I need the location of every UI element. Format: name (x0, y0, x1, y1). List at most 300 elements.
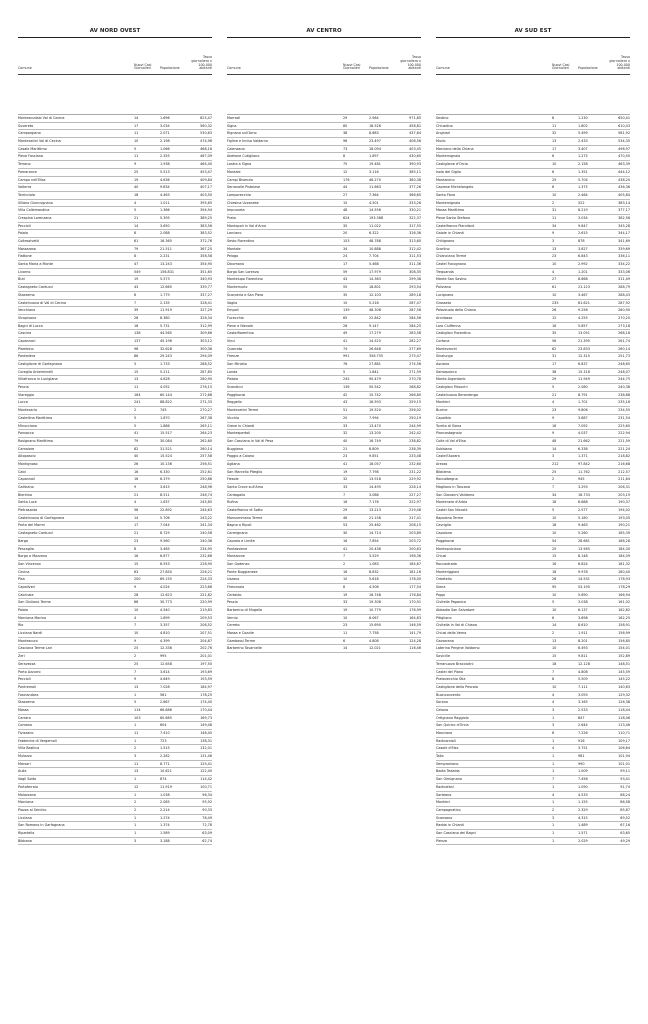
cell-nuovi-casi: 5 (552, 600, 555, 605)
cell-comune: Stazzema (18, 700, 35, 705)
table-row (18, 507, 212, 515)
cell-nuovi-casi: 21 (134, 492, 139, 497)
cell-comune: Trequanda (436, 269, 454, 274)
cell-popolazione: 27.850 (160, 569, 172, 574)
cell-tasso: 217,41 (409, 515, 421, 520)
cell-nuovi-casi: 13 (552, 139, 557, 144)
table-row (436, 246, 630, 254)
cell-nuovi-casi: 27 (552, 277, 557, 282)
cell-popolazione: 5.513 (160, 169, 170, 174)
table-row (18, 515, 212, 523)
cell-comune: Reggello (227, 400, 242, 405)
cell-comune: Montelupo Fiorentino (227, 277, 263, 282)
cell-comune: Bucine (436, 408, 448, 413)
table-row (436, 615, 630, 623)
cell-nuovi-casi: 6 (343, 638, 346, 643)
cell-popolazione: 3.034 (578, 215, 588, 220)
cell-nuovi-casi: 245 (343, 377, 350, 382)
cell-nuovi-casi: 16 (343, 538, 348, 543)
table-header (18, 41, 212, 75)
cell-popolazione: 5.857 (578, 323, 588, 328)
cell-comune: Montecatini Val di Cecina (18, 139, 61, 144)
table-row (227, 323, 421, 331)
cell-nuovi-casi: 2 (552, 477, 555, 482)
cell-tasso: 113,46 (618, 723, 630, 728)
cell-popolazione: 4.052 (160, 385, 170, 390)
table-row (436, 353, 630, 361)
cell-nuovi-casi: 10 (552, 592, 557, 597)
cell-nuovi-casi: 35 (343, 292, 348, 297)
cell-tasso: 383,52 (200, 231, 212, 236)
cell-tasso: 530,63 (200, 131, 212, 136)
cell-tasso: 234,95 (200, 546, 212, 551)
cell-tasso: 197,50 (200, 661, 212, 666)
table-row (436, 684, 630, 692)
cell-nuovi-casi: 1 (134, 830, 137, 835)
cell-comune: Agliana (227, 461, 240, 466)
cell-tasso: 248,96 (200, 485, 212, 489)
column-title: AV SUD EST (436, 28, 630, 38)
cell-popolazione: 16.749 (369, 438, 381, 443)
cell-nuovi-casi: 23 (343, 623, 348, 628)
cell-tasso: 409,84 (200, 177, 212, 182)
table-row (18, 361, 212, 369)
cell-comune: Peccioli (18, 677, 31, 682)
cell-popolazione: 12.336 (160, 646, 172, 651)
cell-nuovi-casi: 10 (552, 684, 557, 689)
table-row (18, 430, 212, 438)
cell-popolazione: 3.650 (160, 223, 170, 228)
cell-popolazione: 5.573 (160, 277, 170, 282)
cell-nuovi-casi: 6 (552, 615, 555, 620)
cell-comune: Caprese Michelangelo (436, 185, 474, 190)
cell-popolazione: 4.506 (369, 584, 379, 589)
cell-nuovi-casi: 10 (552, 292, 557, 297)
cell-nuovi-casi: 138 (134, 331, 141, 336)
cell-comune: Dicomano (227, 262, 245, 267)
cell-nuovi-casi: 164 (134, 392, 141, 397)
cell-popolazione: 1.802 (578, 123, 588, 128)
cell-tasso: 333,26 (409, 200, 421, 205)
cell-popolazione: 10.136 (160, 461, 172, 466)
cell-tasso: 148,51 (618, 661, 630, 666)
cell-comune: Calcinaia (18, 592, 34, 597)
cell-popolazione: 81.621 (578, 300, 590, 305)
table-row (18, 753, 212, 761)
cell-nuovi-casi: 624 (343, 215, 350, 220)
cell-popolazione: 20.436 (369, 546, 381, 551)
cell-popolazione: 60.144 (160, 392, 172, 397)
cell-tasso: 118,06 (618, 715, 630, 720)
table-row (227, 538, 421, 546)
cell-popolazione: 9.806 (578, 408, 588, 413)
column-title: AV CENTRO (227, 28, 421, 38)
cell-tasso: 240,36 (200, 538, 212, 543)
table-row (227, 315, 421, 323)
cell-popolazione: 8.148 (578, 554, 588, 559)
cell-comune: Gaiole in Chianti (436, 231, 464, 236)
table-row (436, 407, 630, 415)
table-row (436, 669, 630, 677)
cell-tasso: 250,19 (409, 415, 421, 420)
table-row (227, 599, 421, 607)
cell-popolazione: 13.565 (578, 546, 590, 551)
table-row (227, 561, 421, 569)
table-row (18, 761, 212, 769)
cell-nuovi-casi: 54 (552, 538, 557, 543)
table-row (436, 184, 630, 192)
cell-popolazione: 13.200 (369, 431, 381, 436)
cell-popolazione: 21.395 (578, 338, 590, 343)
cell-popolazione: 12.103 (369, 292, 381, 297)
table-row (227, 138, 421, 146)
cell-popolazione: 26.648 (369, 346, 381, 351)
cell-popolazione: 3.529 (369, 554, 379, 559)
table-row (18, 415, 212, 423)
cell-comune: Prato (227, 215, 236, 220)
cell-comune: Santa Fiora (436, 192, 456, 197)
cell-nuovi-casi: 86 (134, 354, 139, 359)
table-row (18, 346, 212, 354)
cell-tasso: 252,61 (200, 469, 212, 474)
cell-popolazione: 3.465 (160, 546, 170, 551)
cell-tasso: 288,79 (618, 285, 630, 290)
cell-nuovi-casi: 1 (134, 692, 137, 697)
cell-popolazione: 847 (578, 715, 585, 720)
cell-nuovi-casi: 3 (134, 838, 137, 843)
cell-nuovi-casi: 13 (134, 684, 139, 689)
header-gap (436, 75, 630, 115)
cell-comune: Pisa (18, 577, 25, 582)
cell-tasso: 405,84 (618, 192, 630, 197)
cell-comune: Fiattone (18, 254, 32, 259)
cell-comune: Villa Basilica (18, 746, 40, 751)
cell-tasso: 308,35 (409, 269, 421, 274)
table-row (18, 722, 212, 730)
table-row (227, 430, 421, 438)
cell-nuovi-casi: 103 (134, 715, 141, 720)
cell-popolazione: 7.176 (369, 500, 379, 505)
table-row (18, 261, 212, 269)
cell-popolazione: 5.260 (578, 531, 588, 536)
cell-comune: Capoliveri (18, 584, 35, 589)
cell-tasso: 312,42 (409, 246, 421, 251)
table-row (436, 230, 630, 238)
cell-nuovi-casi: 11 (134, 385, 139, 390)
cell-popolazione: 12.315 (578, 354, 590, 359)
cell-comune: Fosciandora (18, 692, 39, 697)
cell-tasso: 273,18 (618, 323, 630, 328)
cell-comune: San Vincenzo (18, 561, 41, 566)
table-row (18, 522, 212, 530)
cell-nuovi-casi: 7 (134, 669, 137, 674)
cell-comune: Sorano (436, 700, 448, 705)
cell-comune: Poggibonsi (227, 392, 246, 397)
cell-nuovi-casi: 25 (134, 646, 139, 651)
cell-nuovi-casi: 7 (134, 623, 137, 628)
cell-comune: Montignoso (18, 461, 38, 466)
cell-nuovi-casi: 9 (552, 231, 555, 236)
table-row (227, 369, 421, 377)
table-row (227, 330, 421, 338)
cell-comune: Suvereto (18, 123, 34, 128)
cell-nuovi-casi: 17 (134, 123, 139, 128)
cell-tasso: 149,48 (200, 723, 212, 728)
cell-comune: Palaia (18, 231, 29, 236)
cell-popolazione: 9.847 (578, 223, 588, 228)
table-row (227, 530, 421, 538)
cell-popolazione: 1.897 (369, 154, 379, 159)
cell-nuovi-casi: 82 (134, 446, 139, 451)
cell-nuovi-casi: 9 (134, 677, 137, 682)
cell-nuovi-casi: 15 (552, 654, 557, 659)
cell-popolazione: 9.147 (369, 323, 379, 328)
cell-comune: Piombino (18, 346, 34, 351)
cell-tasso: 226,21 (200, 569, 212, 574)
cell-tasso: 240,58 (200, 531, 212, 536)
cell-comune: Cascina (18, 331, 32, 336)
cell-popolazione: 1.571 (578, 830, 588, 835)
cell-tasso: 63,65 (620, 830, 630, 835)
cell-tasso: 110,71 (618, 731, 630, 735)
column-av-sud-est (436, 28, 630, 845)
cell-nuovi-casi: 7 (343, 492, 346, 497)
cell-nuovi-casi: 2 (134, 408, 137, 413)
cell-popolazione: 2.158 (578, 162, 588, 167)
cell-comune: Badia Tedalda (436, 769, 460, 774)
cell-nuovi-casi: 4 (552, 746, 555, 751)
cell-tasso: 408,56 (409, 139, 421, 144)
cell-nuovi-casi: 25 (552, 469, 557, 474)
cell-comune: Marsari (18, 761, 31, 766)
table-row (18, 492, 212, 500)
table-row (436, 661, 630, 669)
cell-tasso: 283,58 (409, 331, 421, 336)
cell-tasso: 208,52 (200, 623, 212, 628)
cell-tasso: 394,94 (200, 208, 212, 213)
cell-tasso: 383,56 (200, 223, 212, 228)
cell-comune: Cetona (436, 707, 449, 712)
cell-comune: Montecarlo (18, 408, 37, 413)
cell-nuovi-casi: 41 (343, 461, 348, 466)
cell-nuovi-casi: 59 (343, 269, 348, 274)
cell-comune: Pescia (18, 385, 29, 390)
cell-comune: Marradi (227, 116, 240, 120)
cell-comune: Gambassi Terme (227, 638, 256, 643)
cell-tasso: 389,25 (200, 215, 212, 220)
table-row (436, 768, 630, 776)
cell-nuovi-casi: 1 (134, 777, 137, 782)
cell-nuovi-casi: 49 (343, 331, 348, 336)
cell-tasso: 244,75 (618, 377, 630, 382)
cell-tasso: 166,94 (618, 592, 630, 597)
cell-comune: Rio (18, 623, 24, 628)
cell-popolazione: 12.128 (578, 661, 590, 666)
cell-comune: Cerreto (227, 623, 240, 628)
cell-popolazione: 14.363 (369, 277, 381, 282)
cell-tasso: 327,29 (200, 308, 212, 313)
cell-popolazione: 1.870 (160, 415, 170, 420)
cell-nuovi-casi: 33 (343, 600, 348, 605)
cell-comune: San Romano in Garfagnana (18, 823, 65, 828)
cell-nuovi-casi: 55 (343, 285, 348, 290)
cell-comune: Montescudaio Val di Cecina (18, 116, 65, 120)
cell-popolazione: 16.593 (369, 400, 381, 405)
cell-popolazione: 990 (578, 761, 585, 766)
cell-popolazione: 16.748 (369, 592, 381, 597)
cell-nuovi-casi: 34 (552, 492, 557, 497)
cell-tasso: 140,63 (618, 684, 630, 689)
cell-comune: San Gimignano (436, 777, 462, 782)
cell-tasso: 99,11 (620, 769, 630, 774)
cell-comune: Barga (18, 538, 28, 543)
table-row (227, 200, 421, 208)
table-row (18, 423, 212, 431)
table-row (436, 692, 630, 700)
table-row (436, 153, 630, 161)
cell-tasso: 383,14 (618, 200, 630, 205)
cell-nuovi-casi: 1 (134, 723, 137, 728)
table-row (227, 276, 421, 284)
cell-popolazione: 30.773 (160, 600, 172, 605)
cell-nuovi-casi: 9 (552, 415, 555, 420)
cell-tasso: 581,92 (618, 131, 630, 136)
cell-tasso: 328,41 (200, 300, 212, 305)
cell-popolazione: 6.379 (160, 477, 170, 482)
cell-tasso: 271,59 (409, 369, 421, 374)
cell-nuovi-casi: 62 (552, 346, 557, 351)
cell-nuovi-casi: 13 (134, 377, 139, 382)
cell-nuovi-casi: 4 (552, 400, 555, 405)
cell-comune: Terrano (18, 162, 31, 167)
cell-popolazione: 3.088 (369, 492, 379, 497)
cell-popolazione: 1.779 (160, 292, 170, 297)
cell-comune: Pistoia (227, 377, 239, 382)
cell-comune: Arezzo (436, 461, 448, 466)
cell-comune: Piazza al Serchio (18, 807, 47, 812)
cell-tasso: 202,76 (200, 646, 212, 651)
cell-comune: Gavorrano (436, 638, 454, 643)
cell-tasso: 158,91 (618, 623, 630, 628)
cell-popolazione: 10.621 (160, 769, 172, 774)
cell-nuovi-casi: 8 (552, 677, 555, 682)
table-row (436, 553, 630, 561)
cell-tasso: 221,59 (618, 438, 630, 443)
table-row (227, 361, 421, 369)
cell-popolazione: 48.308 (369, 308, 381, 313)
cell-tasso: 91,74 (620, 784, 630, 789)
cell-popolazione: 1.489 (578, 823, 588, 828)
cell-comune: Molazzana (18, 792, 36, 797)
table-row (18, 184, 212, 192)
cell-comune: Casale Marittimo (18, 146, 47, 151)
cell-comune: Montemurlo (227, 285, 248, 290)
cell-nuovi-casi: 38 (552, 369, 557, 374)
table-row (18, 315, 212, 323)
cell-nuovi-casi: 6 (134, 292, 137, 297)
table-row (227, 169, 421, 177)
table-row (436, 830, 630, 838)
cell-comune: Cavriglia (436, 523, 451, 528)
cell-tasso: 271,33 (200, 400, 212, 405)
table-row (436, 630, 630, 638)
table-row (18, 499, 212, 507)
cell-nuovi-casi: 7 (552, 777, 555, 782)
cell-tasso: 311,36 (409, 262, 421, 267)
cell-nuovi-casi: 5 (134, 415, 137, 420)
cell-nuovi-casi: 17 (552, 146, 557, 151)
table-row (18, 807, 212, 815)
cell-tasso: 322,37 (409, 215, 421, 220)
table-row (18, 745, 212, 753)
cell-nuovi-casi: 1 (552, 715, 555, 720)
cell-nuovi-casi: 27 (343, 192, 348, 197)
table-row (18, 669, 212, 677)
table-row (18, 461, 212, 469)
cell-tasso: 377,17 (618, 208, 630, 213)
cell-tasso: 224,33 (200, 577, 212, 582)
table-row (227, 630, 421, 638)
cell-tasso: 228,90 (200, 561, 212, 566)
cell-comune: Montopoli in Val d'Arno (227, 223, 267, 228)
cell-nuovi-casi: 4 (552, 269, 555, 274)
cell-nuovi-casi: 18 (552, 523, 557, 528)
cell-tasso: 100,71 (200, 784, 212, 789)
cell-nuovi-casi: 74 (343, 346, 348, 351)
table-row (18, 530, 212, 538)
cell-nuovi-casi: 32 (343, 477, 348, 482)
table-row (18, 476, 212, 484)
cell-comune: Licciana (18, 815, 32, 820)
cell-tasso: 223,66 (200, 584, 212, 589)
cell-tasso: 260,14 (200, 446, 212, 451)
cell-comune: Scarperia e San Piero (227, 292, 264, 297)
cell-popolazione: 10.779 (369, 608, 381, 612)
table-row (436, 569, 630, 577)
cell-comune: Buggiano (227, 446, 244, 451)
cell-nuovi-casi: 10 (552, 162, 557, 167)
cell-popolazione: 8.380 (160, 315, 170, 320)
cell-popolazione: 6.067 (369, 615, 379, 620)
table-row (436, 592, 630, 600)
column-av-centro (227, 28, 421, 845)
cell-tasso: 438,20 (618, 177, 630, 182)
cell-nuovi-casi: 68 (134, 600, 139, 605)
cell-popolazione: 7.994 (369, 415, 379, 420)
cell-popolazione: 8.610 (578, 623, 588, 628)
cell-popolazione: 15.517 (160, 431, 172, 436)
cell-tasso: 162,25 (618, 615, 630, 620)
cell-tasso: 560,32 (200, 123, 212, 128)
cell-popolazione: 10.888 (369, 246, 381, 251)
cell-popolazione: 7.092 (578, 423, 588, 428)
table-row (227, 146, 421, 154)
table-row (436, 169, 630, 177)
cell-tasso: 193,59 (200, 677, 212, 682)
table-row (18, 330, 212, 338)
cell-popolazione: 7.111 (578, 684, 588, 689)
cell-tasso: 333,06 (618, 269, 630, 274)
cell-tasso: 275,47 (409, 354, 421, 359)
cell-popolazione: 6.837 (578, 362, 588, 366)
table-row (18, 561, 212, 569)
cell-comune: Firenze (227, 354, 240, 359)
cell-comune: Santa Croce sull'Arno (227, 485, 264, 489)
cell-tasso: 245,85 (200, 500, 212, 505)
cell-nuovi-casi: 9 (134, 584, 137, 589)
cell-popolazione: 8.771 (160, 761, 170, 766)
table-row (18, 177, 212, 185)
